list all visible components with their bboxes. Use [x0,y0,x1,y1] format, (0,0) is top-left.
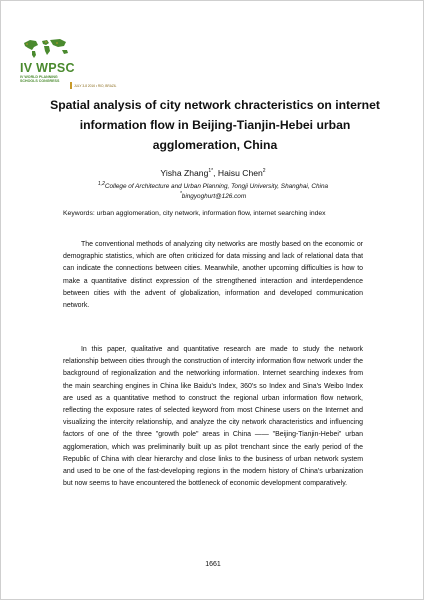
email-text: bingyoghurt@126.com [181,193,247,200]
email-superscript: * [179,190,182,197]
author-superscript: 1* [208,168,214,175]
author-line [1,168,424,178]
logo-ribbon: JULY 3-8 2016 • RIO, BRAZIL [74,84,117,88]
paper-title: Spatial analysis of city network chracteristics on internet information flow in Beijing-Tianjin-Hebei urban agglomeration, China [50,98,380,152]
author-superscript: 2 [262,168,266,175]
author-separator: , [213,168,218,178]
body-paragraph: In this paper, qualitative and quantitative research are made to study the network relationship between cities through the construction of intercity information flow network under the background of regionalization and the networking information. Internet searching indexes from the main searching engines in China like Baidu's Index, 360's so Index and Sina's Weibo Index are used as a quantitative method to construct the regional urban information flow network, reflecting the exposure rates of selected keyword from most Chinese users on the Internet and visualizing the intercity relationship, and analyze the city network characteristics and influencing factors of one of the three "growth pole" areas in China —— "Beijing-Tianjin-Hebei" urban agglomeration, which was preliminarily built up as pilot trenchant since the early period of the Republic of China with clear hierarchy and close links to the business of urban network system and used to be one of the fast-developing regions in the modern history of China's urbanization but now seems to have encountered the bottleneck of economic development comparatively. [63,346,363,488]
page-number: 1661 [205,561,221,568]
logo-subtitle: IV WORLD PLANNING SCHOOLS CONGRESS [20,75,60,84]
body-paragraph: The conventional methods of analyzing city networks are mostly based on the economic or demographic statistics, which are often criticized for data missing and lack of relational data that can indicate the connections between cities. Meanwhile, another upcoming difficulties is how to make a quantitative distinct expression of the strengthened interaction and interdependence between cities with the advent of globalization, information and developed communication network. [63,241,363,310]
author-name: Yisha Zhang [160,168,209,178]
affiliation-superscript: 1,2 [97,180,105,187]
author-name: Haisu Chen [217,168,263,178]
logo-title: IV WPSC [20,61,75,75]
corresponding-email [1,190,424,200]
logo-divider [70,82,72,89]
affiliation [1,180,424,190]
congress-logo [20,37,160,88]
world-map-icon [20,37,72,59]
affiliation-text: College of Architecture and Urban Planning, Tongji University, Shanghai, China [104,183,329,190]
keywords: Keywords: urban agglomeration, city network, information flow, internet searching index [63,210,326,217]
